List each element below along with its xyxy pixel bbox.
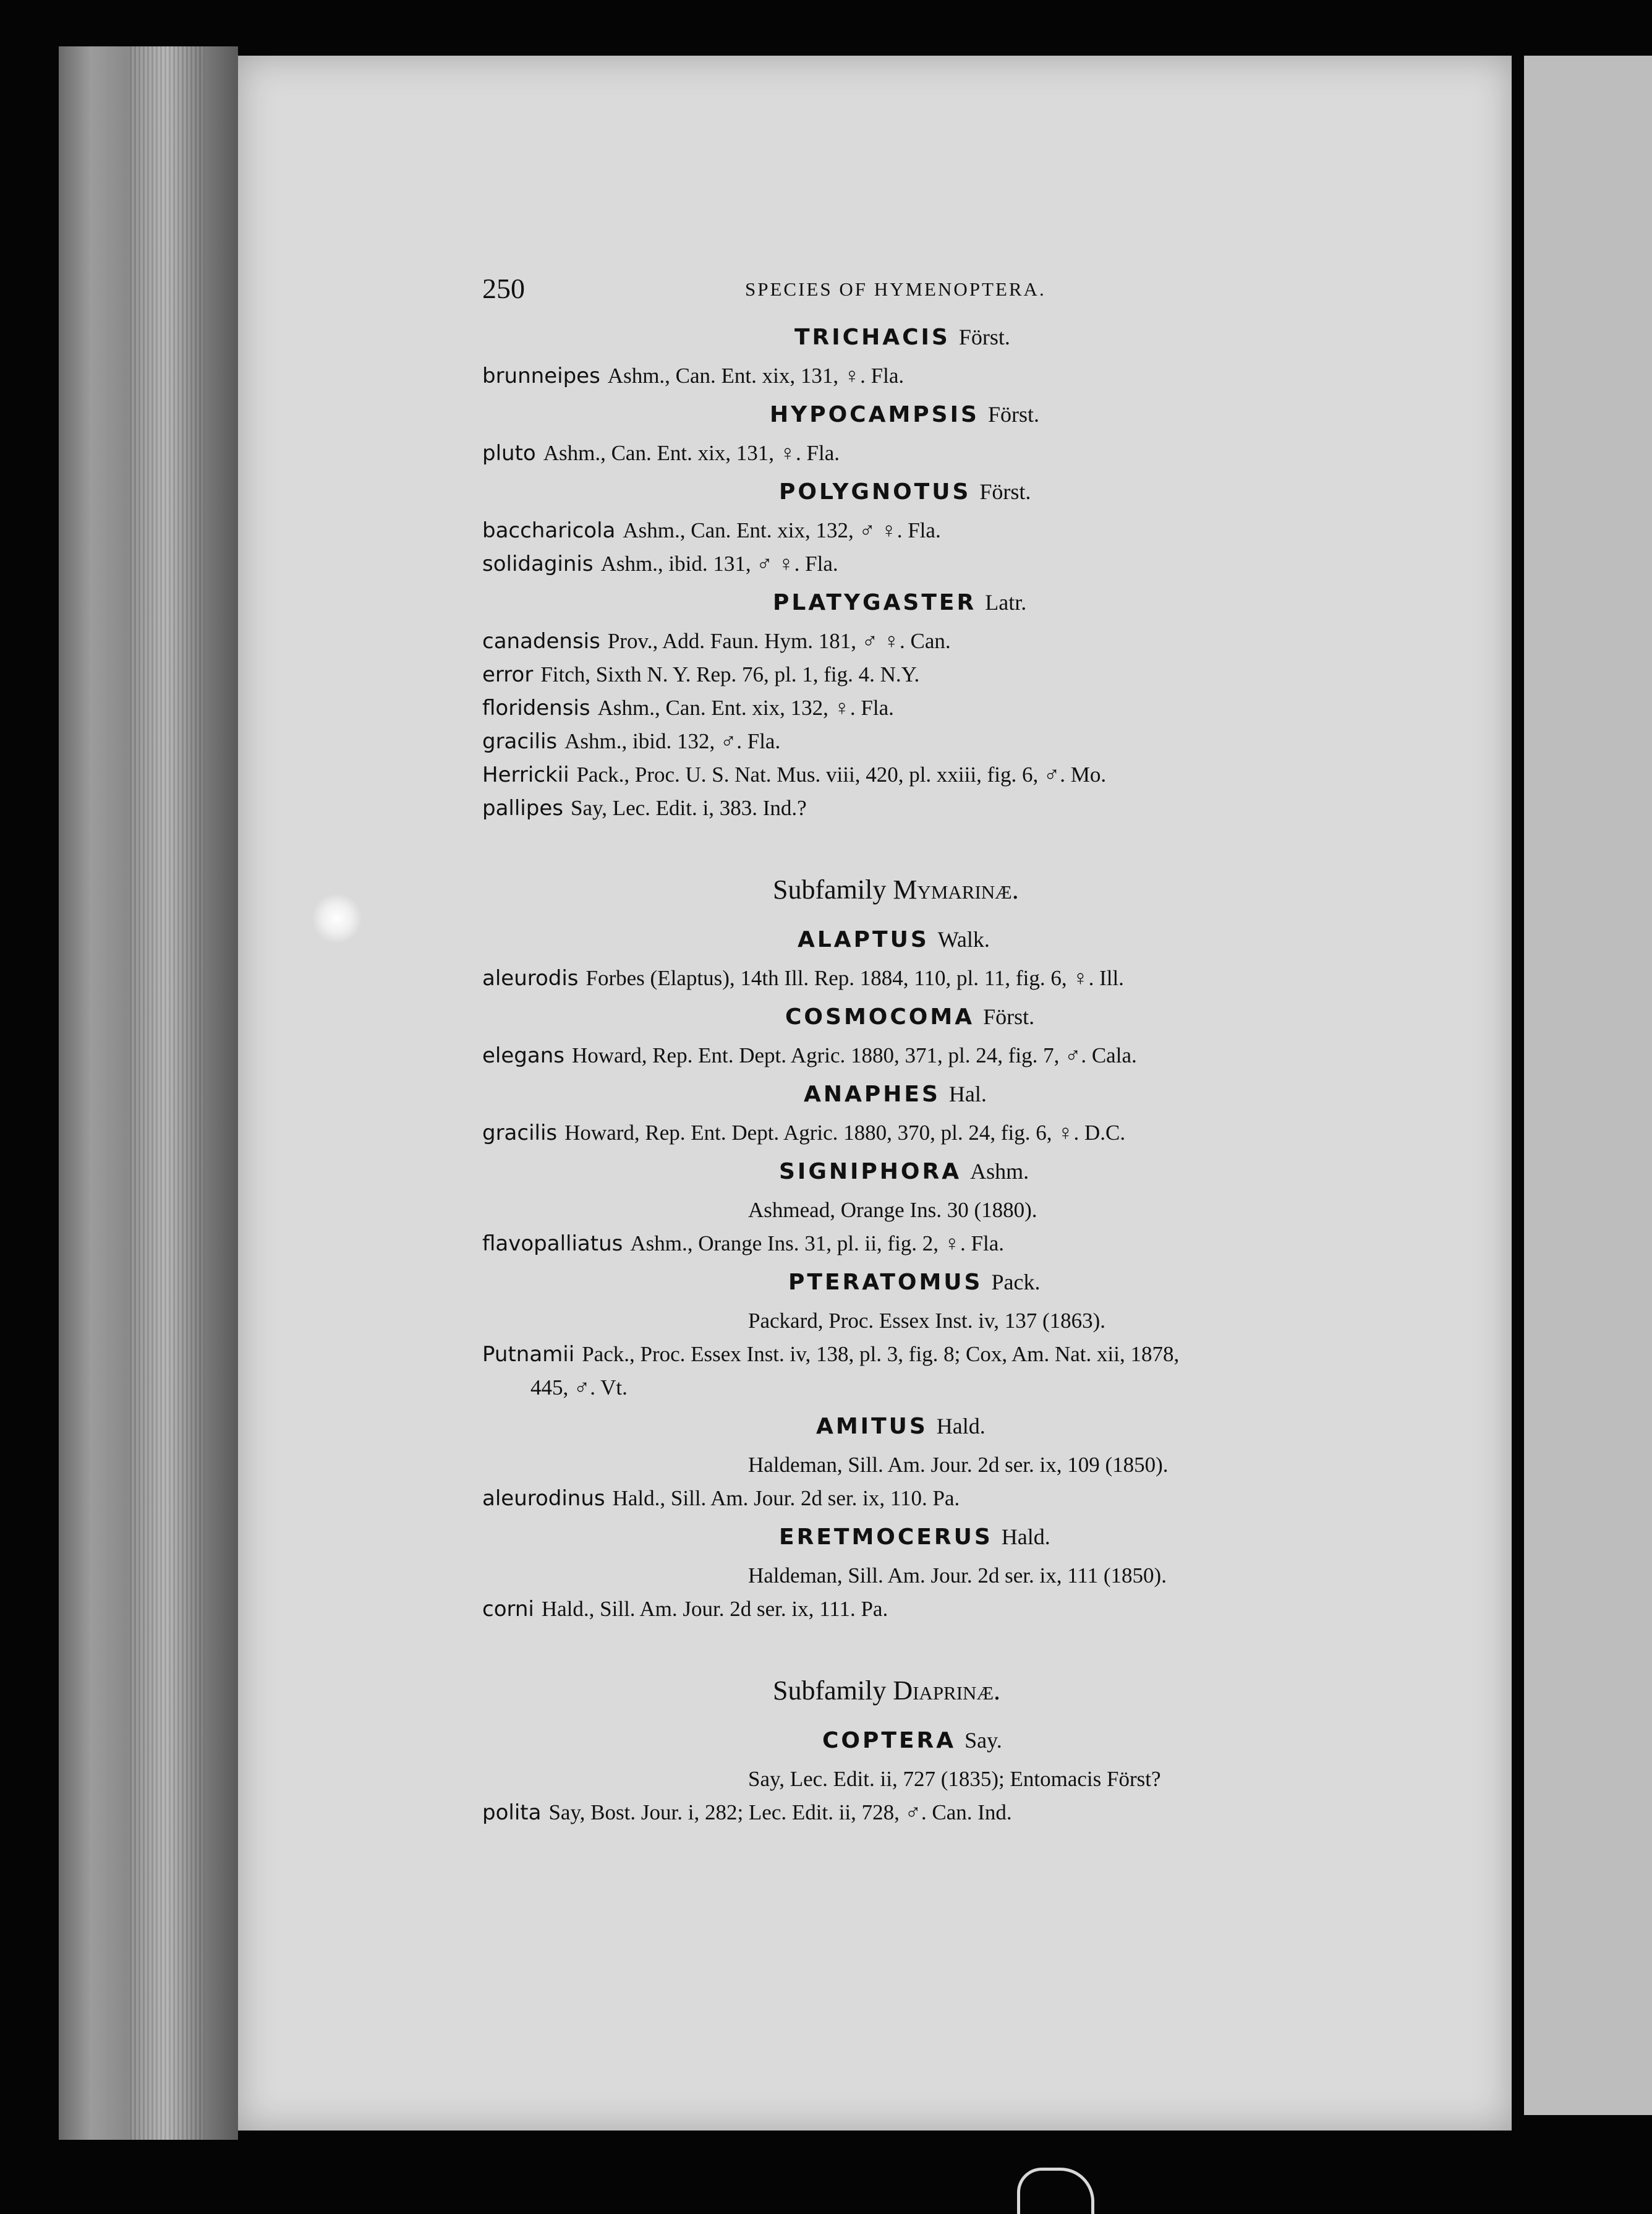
genus-name: ALAPTUS bbox=[798, 927, 929, 952]
species-entry bbox=[482, 1116, 1410, 1150]
subfamily-label: Subfamily bbox=[773, 1675, 893, 1706]
species-reference: Howard, Rep. Ent. Dept. Agric. 1880, 371, pl. 24, fig. 7, ♂. Cala. bbox=[571, 1043, 1137, 1067]
genus-heading bbox=[482, 995, 1410, 1039]
genus-name: ERETMOCERUS bbox=[779, 1524, 993, 1550]
species-list bbox=[482, 315, 1410, 1829]
species-entry bbox=[482, 625, 1410, 658]
genus-author: Latr. bbox=[985, 590, 1027, 615]
species-name: aleurodinus bbox=[482, 1486, 605, 1511]
genus-heading bbox=[482, 918, 1410, 962]
species-reference: Say, Bost. Jour. i, 282; Lec. Edit. ii, 728, ♂. Can. Ind. bbox=[548, 1800, 1012, 1824]
running-title: SPECIES OF HYMENOPTERA. bbox=[745, 278, 1046, 300]
section-gap bbox=[482, 825, 1410, 862]
genus-heading bbox=[482, 1515, 1410, 1559]
species-entry bbox=[482, 1227, 1410, 1260]
species-name: pluto bbox=[482, 441, 536, 466]
genus-author: Ashm. bbox=[970, 1159, 1029, 1184]
genus-author: Pack. bbox=[991, 1270, 1041, 1294]
species-name: solidaginis bbox=[482, 552, 594, 576]
species-name: gracilis bbox=[482, 729, 558, 754]
species-reference: Forbes (Elaptus), 14th Ill. Rep. 1884, 110, pl. 11, fig. 6, ♀. Ill. bbox=[585, 966, 1124, 990]
species-name: gracilis bbox=[482, 1121, 558, 1145]
genus-author: Say. bbox=[964, 1728, 1002, 1753]
genus-author: Först. bbox=[958, 325, 1010, 349]
species-entry bbox=[482, 1338, 1410, 1371]
subfamily-heading bbox=[482, 862, 1410, 918]
scan-smudge bbox=[1017, 2168, 1094, 2214]
species-name: floridensis bbox=[482, 696, 590, 720]
genus-heading bbox=[482, 581, 1410, 625]
genus-citation: Haldeman, Sill. Am. Jour. 2d ser. ix, 109 (1850). bbox=[748, 1453, 1169, 1477]
species-reference: Howard, Rep. Ent. Dept. Agric. 1880, 370, pl. 24, fig. 6, ♀. D.C. bbox=[564, 1121, 1126, 1145]
species-entry bbox=[482, 691, 1410, 725]
genus-name: COSMOCOMA bbox=[785, 1004, 975, 1030]
genus-heading bbox=[482, 1150, 1410, 1194]
genus-author: Hal. bbox=[948, 1082, 987, 1106]
genus-name: COPTERA bbox=[822, 1728, 956, 1753]
species-entry bbox=[482, 792, 1410, 825]
species-name: corni bbox=[482, 1597, 534, 1622]
species-entry bbox=[482, 359, 1410, 393]
genus-name: SIGNIPHORA bbox=[779, 1159, 962, 1184]
species-reference: Ashm., Can. Ent. xix, 132, ♀. Fla. bbox=[597, 696, 894, 720]
genus-name: POLYGNOTUS bbox=[779, 479, 971, 505]
genus-heading bbox=[482, 1260, 1410, 1304]
species-reference: Pack., Proc. U. S. Nat. Mus. viii, 420, pl. xxiii, fig. 6, ♂. Mo. bbox=[576, 763, 1107, 787]
subfamily-name: Mymarinæ. bbox=[893, 874, 1019, 905]
genus-heading bbox=[482, 1719, 1410, 1763]
genus-name: TRICHACIS bbox=[794, 325, 950, 350]
species-reference: Ashm., ibid. 131, ♂ ♀. Fla. bbox=[600, 552, 838, 576]
species-reference: Prov., Add. Faun. Hym. 181, ♂ ♀. Can. bbox=[607, 629, 951, 653]
species-reference: Fitch, Sixth N. Y. Rep. 76, pl. 1, fig. 4. N.Y. bbox=[540, 662, 920, 686]
genus-citation: Packard, Proc. Essex Inst. iv, 137 (1863). bbox=[748, 1309, 1106, 1333]
page-content bbox=[482, 272, 1410, 1829]
page-number: 250 bbox=[482, 273, 525, 304]
species-entry bbox=[482, 962, 1410, 995]
species-reference: Ashm., Can. Ent. xix, 131, ♀. Fla. bbox=[607, 364, 905, 388]
entry-continuation: 445, ♂. Vt. bbox=[530, 1375, 628, 1400]
species-entry bbox=[482, 1482, 1410, 1515]
genus-heading bbox=[482, 470, 1410, 514]
species-entry bbox=[482, 1796, 1410, 1829]
species-name: error bbox=[482, 662, 534, 687]
genus-name: PLATYGASTER bbox=[773, 590, 977, 615]
light-glare bbox=[312, 894, 362, 943]
species-reference: Ashm., Can. Ent. xix, 132, ♂ ♀. Fla. bbox=[623, 518, 941, 542]
genus-citation: Ashmead, Orange Ins. 30 (1880). bbox=[748, 1198, 1037, 1222]
species-reference: Hald., Sill. Am. Jour. 2d ser. ix, 111. Pa. bbox=[541, 1597, 888, 1621]
species-entry bbox=[482, 725, 1410, 758]
genus-author: Walk. bbox=[937, 927, 990, 952]
species-entry bbox=[482, 514, 1410, 547]
genus-author: Först. bbox=[979, 479, 1031, 504]
subfamily-label: Subfamily bbox=[773, 874, 893, 905]
genus-name: PTERATOMUS bbox=[788, 1270, 983, 1295]
genus-name: HYPOCAMPSIS bbox=[770, 402, 979, 427]
species-name: canadensis bbox=[482, 629, 600, 654]
genus-author: Först. bbox=[983, 1004, 1035, 1029]
species-name: flavopalliatus bbox=[482, 1231, 623, 1256]
species-name: brunneipes bbox=[482, 364, 600, 388]
species-entry bbox=[482, 658, 1410, 691]
subfamily-heading bbox=[482, 1663, 1410, 1719]
species-name: polita bbox=[482, 1800, 542, 1825]
species-reference: Ashm., ibid. 132, ♂. Fla. bbox=[564, 729, 781, 753]
species-name: pallipes bbox=[482, 796, 563, 821]
genus-name: ANAPHES bbox=[804, 1082, 940, 1107]
genus-name: AMITUS bbox=[816, 1414, 928, 1439]
species-reference: Pack., Proc. Essex Inst. iv, 138, pl. 3, fig. 8; Cox, Am. Nat. xii, 1878, bbox=[582, 1342, 1180, 1366]
species-reference: Ashm., Orange Ins. 31, pl. ii, fig. 2, ♀. Fla. bbox=[630, 1231, 1005, 1255]
species-name: aleurodis bbox=[482, 966, 579, 991]
genus-heading bbox=[482, 1404, 1410, 1448]
species-reference: Say, Lec. Edit. i, 383. Ind.? bbox=[570, 796, 807, 820]
species-entry bbox=[482, 1039, 1410, 1072]
species-name: elegans bbox=[482, 1043, 564, 1068]
genus-citation: Say, Lec. Edit. ii, 727 (1835); Entomacis Först? bbox=[748, 1767, 1161, 1791]
section-gap bbox=[482, 1626, 1410, 1663]
genus-heading bbox=[482, 393, 1410, 437]
book-edge-pages bbox=[130, 46, 204, 2140]
species-reference: Ashm., Can. Ent. xix, 131, ♀. Fla. bbox=[543, 441, 840, 465]
genus-citation: Haldeman, Sill. Am. Jour. 2d ser. ix, 111 (1850). bbox=[748, 1563, 1167, 1588]
facing-page-edge bbox=[1524, 56, 1652, 2115]
page-header bbox=[482, 272, 1410, 315]
genus-heading bbox=[482, 315, 1410, 359]
species-entry bbox=[482, 547, 1410, 581]
species-entry bbox=[482, 437, 1410, 470]
genus-heading bbox=[482, 1072, 1410, 1116]
genus-author: Hald. bbox=[1001, 1524, 1050, 1549]
species-entry bbox=[482, 758, 1410, 792]
species-name: Putnamii bbox=[482, 1342, 575, 1367]
genus-author: Först. bbox=[987, 402, 1039, 427]
species-name: Herrickii bbox=[482, 763, 569, 787]
species-entry bbox=[482, 1592, 1410, 1626]
subfamily-name: Diaprinæ. bbox=[893, 1675, 1001, 1706]
species-reference: Hald., Sill. Am. Jour. 2d ser. ix, 110. Pa. bbox=[612, 1486, 960, 1510]
genus-author: Hald. bbox=[936, 1414, 986, 1438]
species-name: baccharicola bbox=[482, 518, 616, 543]
